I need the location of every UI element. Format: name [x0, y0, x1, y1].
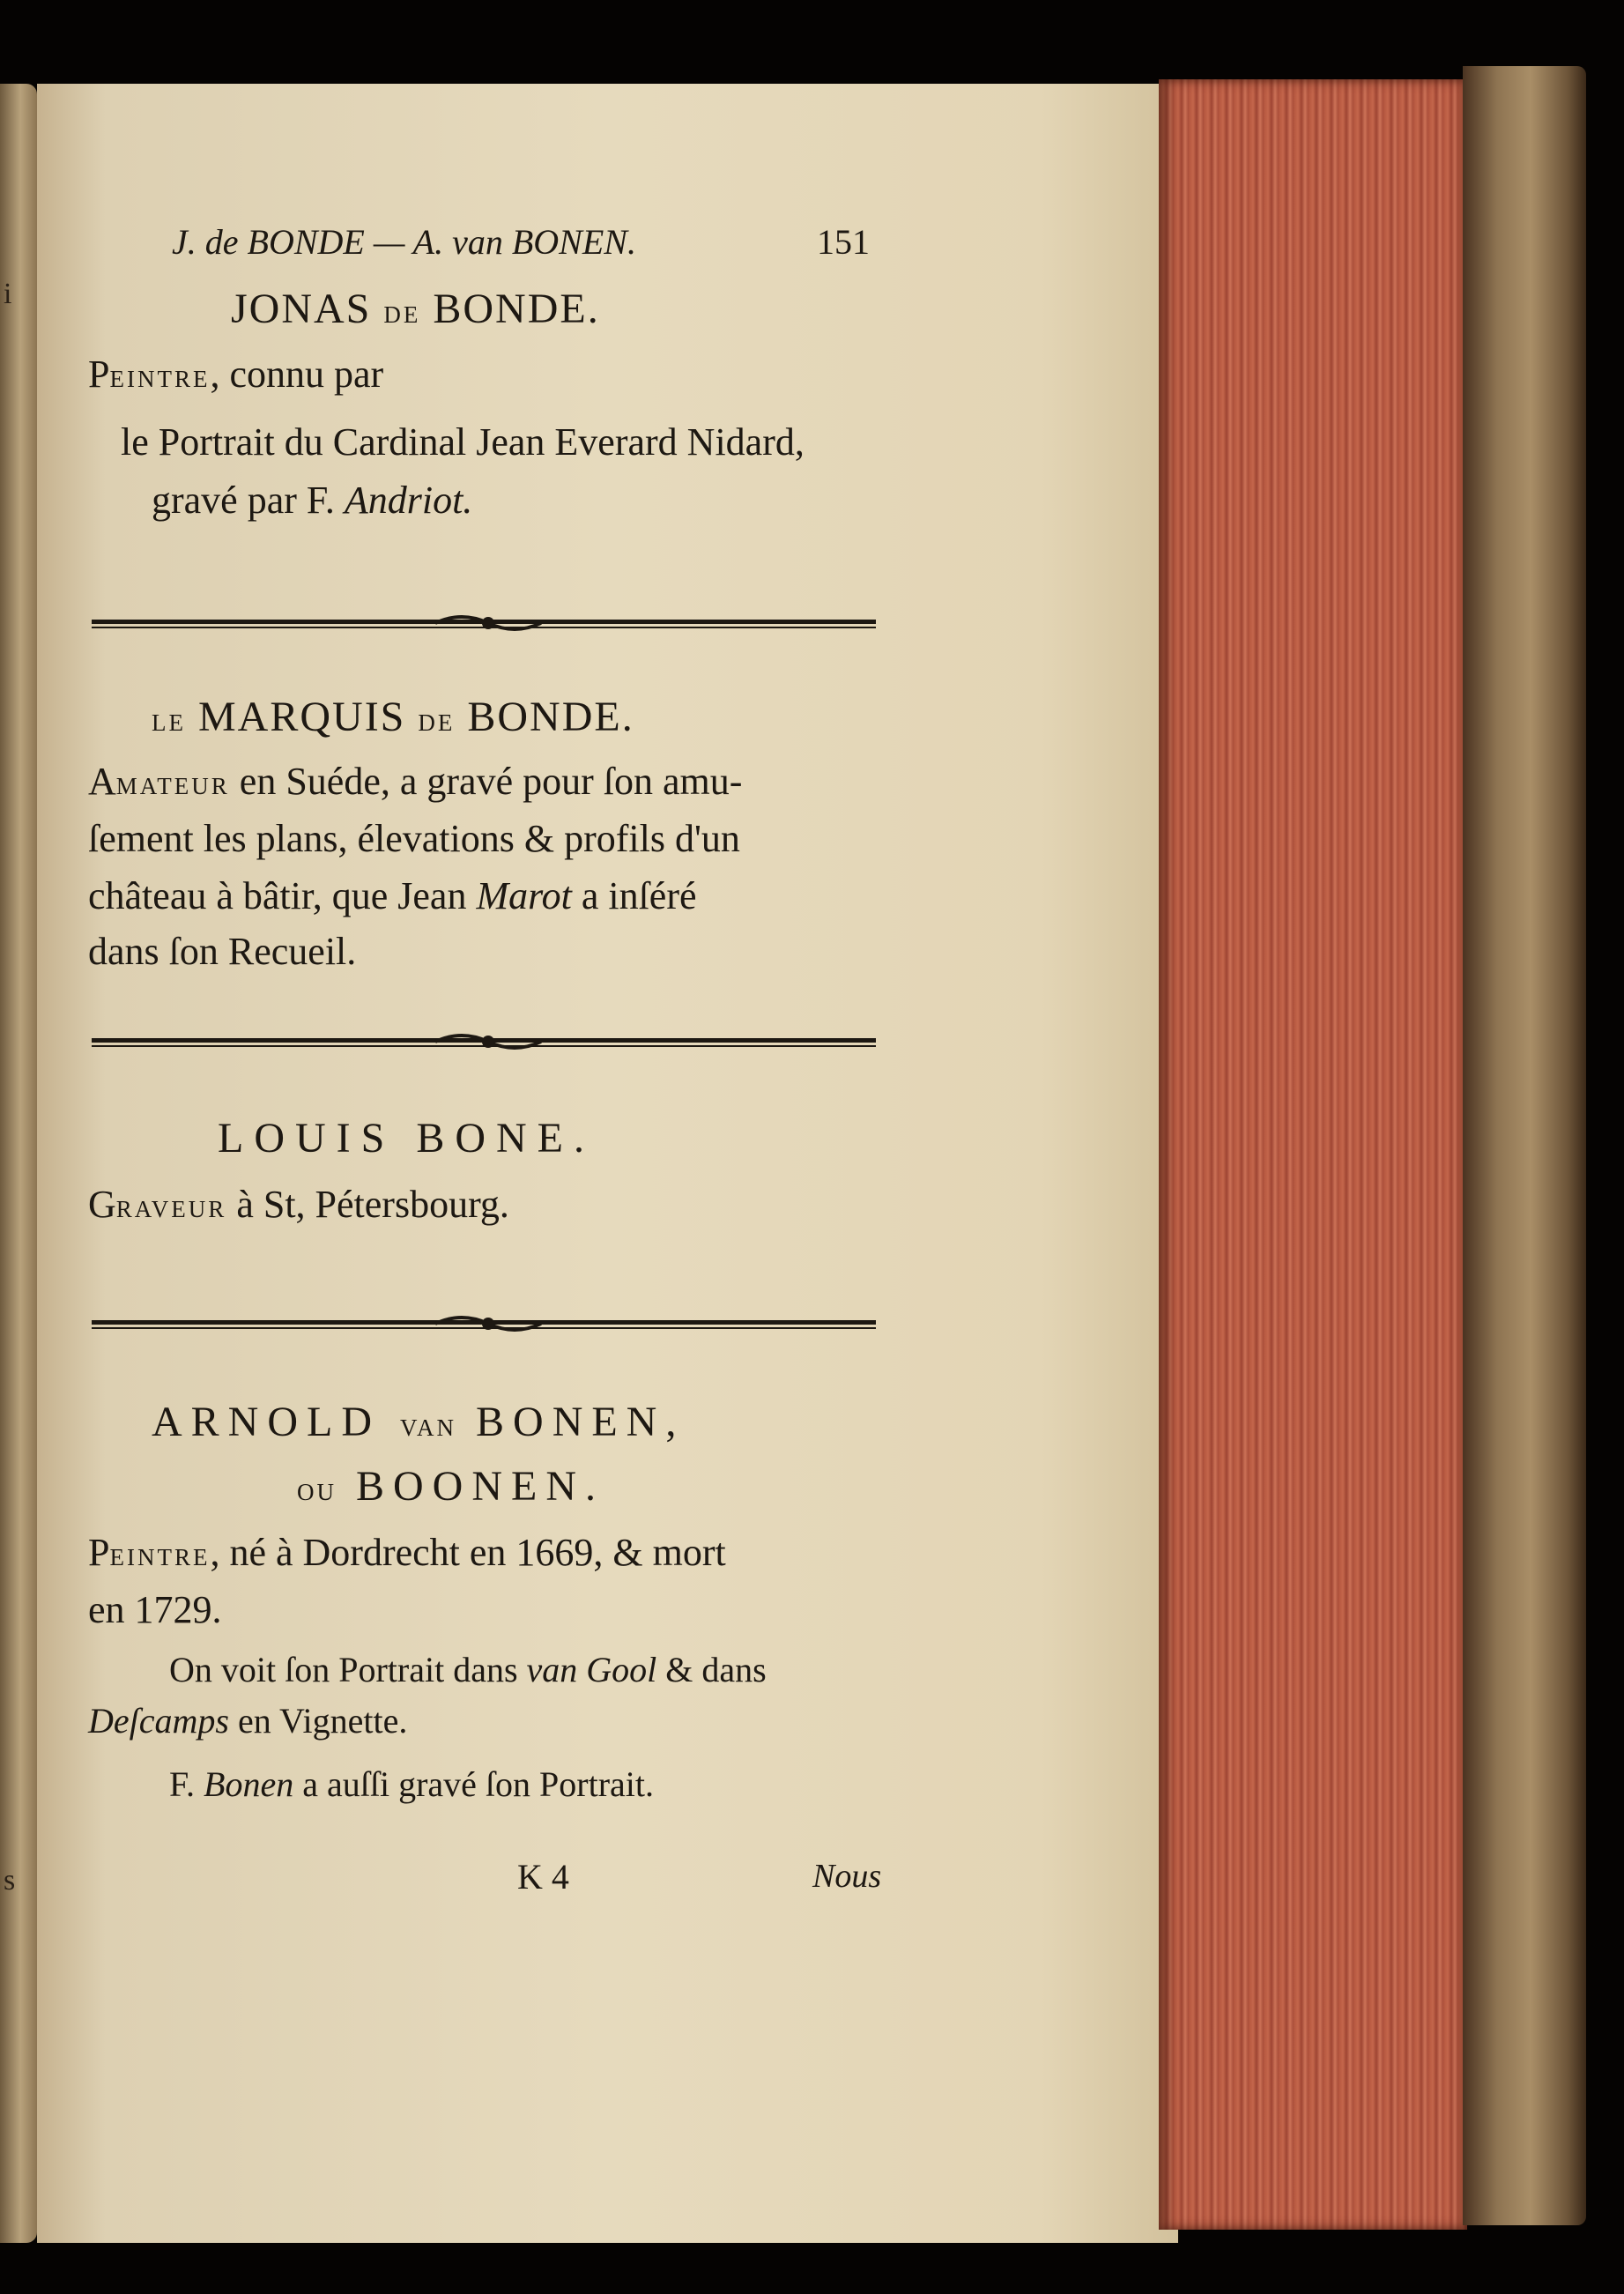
- ornamental-divider: [92, 612, 876, 635]
- heading-particle: DE: [418, 709, 456, 736]
- entry-role-line: [88, 355, 383, 394]
- text-fragment: On voit ſon Portrait dans: [169, 1650, 527, 1689]
- role-tail: à St, Pétersbourg.: [226, 1183, 509, 1226]
- entry-text-line: dans ſon Recueil.: [88, 930, 357, 973]
- heading-first-name: ARNOLD: [152, 1399, 381, 1445]
- text-fragment: en Suéde, a gravé pour ſon amu-: [229, 760, 743, 803]
- text-fragment: gravé par F.: [152, 479, 345, 522]
- cited-author: van Gool: [526, 1650, 657, 1689]
- role-smallcaps: EINTRE: [109, 1544, 211, 1570]
- book-page: [37, 84, 1178, 2243]
- running-head-title: J. de BONDE — A. van BONEN.: [172, 222, 636, 262]
- entry-heading: [231, 288, 600, 330]
- role-smallcaps: RAVEUR: [115, 1196, 227, 1222]
- entry-text-line: [169, 1764, 655, 1804]
- left-page-glyph: i: [4, 278, 12, 310]
- engraver-name: Andriot.: [344, 479, 473, 522]
- heading-lead: LE: [152, 709, 186, 736]
- cited-engraver: Bonen: [204, 1764, 294, 1804]
- ornamental-divider: [92, 1031, 876, 1054]
- signature-mark: K 4: [517, 1857, 569, 1897]
- catchword: Nous: [812, 1858, 882, 1895]
- entry-heading: LOUIS BONE.: [218, 1115, 595, 1162]
- entry-text-line: en 1729.: [88, 1588, 222, 1631]
- text-fragment: en Vignette.: [228, 1701, 408, 1741]
- cited-author: Deſcamps: [88, 1701, 229, 1741]
- heading-surname: BONDE.: [433, 286, 600, 332]
- entry-text-line: ſement les plans, élevations & profils d'un: [88, 817, 740, 860]
- heading-first-name: JONAS: [231, 286, 372, 332]
- role-capital: A: [88, 760, 116, 803]
- text-fragment: château à bâtir, que Jean: [88, 874, 477, 917]
- entry-heading: [152, 1401, 685, 1444]
- text-fragment: a auſſi gravé ſon Portrait.: [293, 1764, 655, 1804]
- entry-text-line: [88, 1701, 408, 1741]
- text-fragment: F.: [169, 1764, 204, 1804]
- text-fragment: , né à Dordrecht en 1669, & mort: [210, 1531, 726, 1574]
- role-capital: P: [88, 353, 110, 396]
- heading-particle: VAN: [400, 1414, 457, 1441]
- heading-alt-particle: OU: [297, 1479, 337, 1505]
- entry-text-line: [88, 874, 697, 917]
- entry-heading-alt: [297, 1463, 604, 1510]
- heading-surname: BONDE.: [467, 694, 634, 740]
- entry-text-line: [169, 1652, 767, 1688]
- book-fore-edge: [1159, 79, 1467, 2230]
- heading-particle: DE: [383, 301, 421, 328]
- left-page-glyph: s: [4, 1864, 16, 1897]
- left-page-edge: [0, 84, 37, 2243]
- heading-alt-surname: BOONEN.: [356, 1463, 604, 1510]
- role-smallcaps: EINTRE: [109, 366, 211, 392]
- entry-role-line: [88, 1185, 509, 1224]
- entry-text-line: [88, 762, 742, 801]
- text-fragment: a inſéré: [571, 874, 697, 917]
- role-capital: P: [88, 1531, 110, 1574]
- entry-text-line: [88, 1533, 726, 1572]
- cited-name: Marot: [476, 874, 572, 917]
- text-fragment: & dans: [656, 1650, 767, 1689]
- page-number: 151: [817, 222, 870, 262]
- entry-heading: [152, 696, 634, 739]
- role-capital: G: [88, 1183, 116, 1226]
- heading-surname: BONEN,: [476, 1399, 686, 1445]
- ornamental-divider: [92, 1313, 876, 1336]
- heading-name: MARQUIS: [198, 694, 406, 740]
- role-smallcaps: MATEUR: [115, 773, 230, 799]
- role-tail: , connu par: [210, 353, 384, 396]
- entry-text-line: le Portrait du Cardinal Jean Everard Nidard,: [121, 420, 805, 464]
- book-cover-edge: [1463, 66, 1586, 2225]
- entry-text-line: [152, 481, 472, 520]
